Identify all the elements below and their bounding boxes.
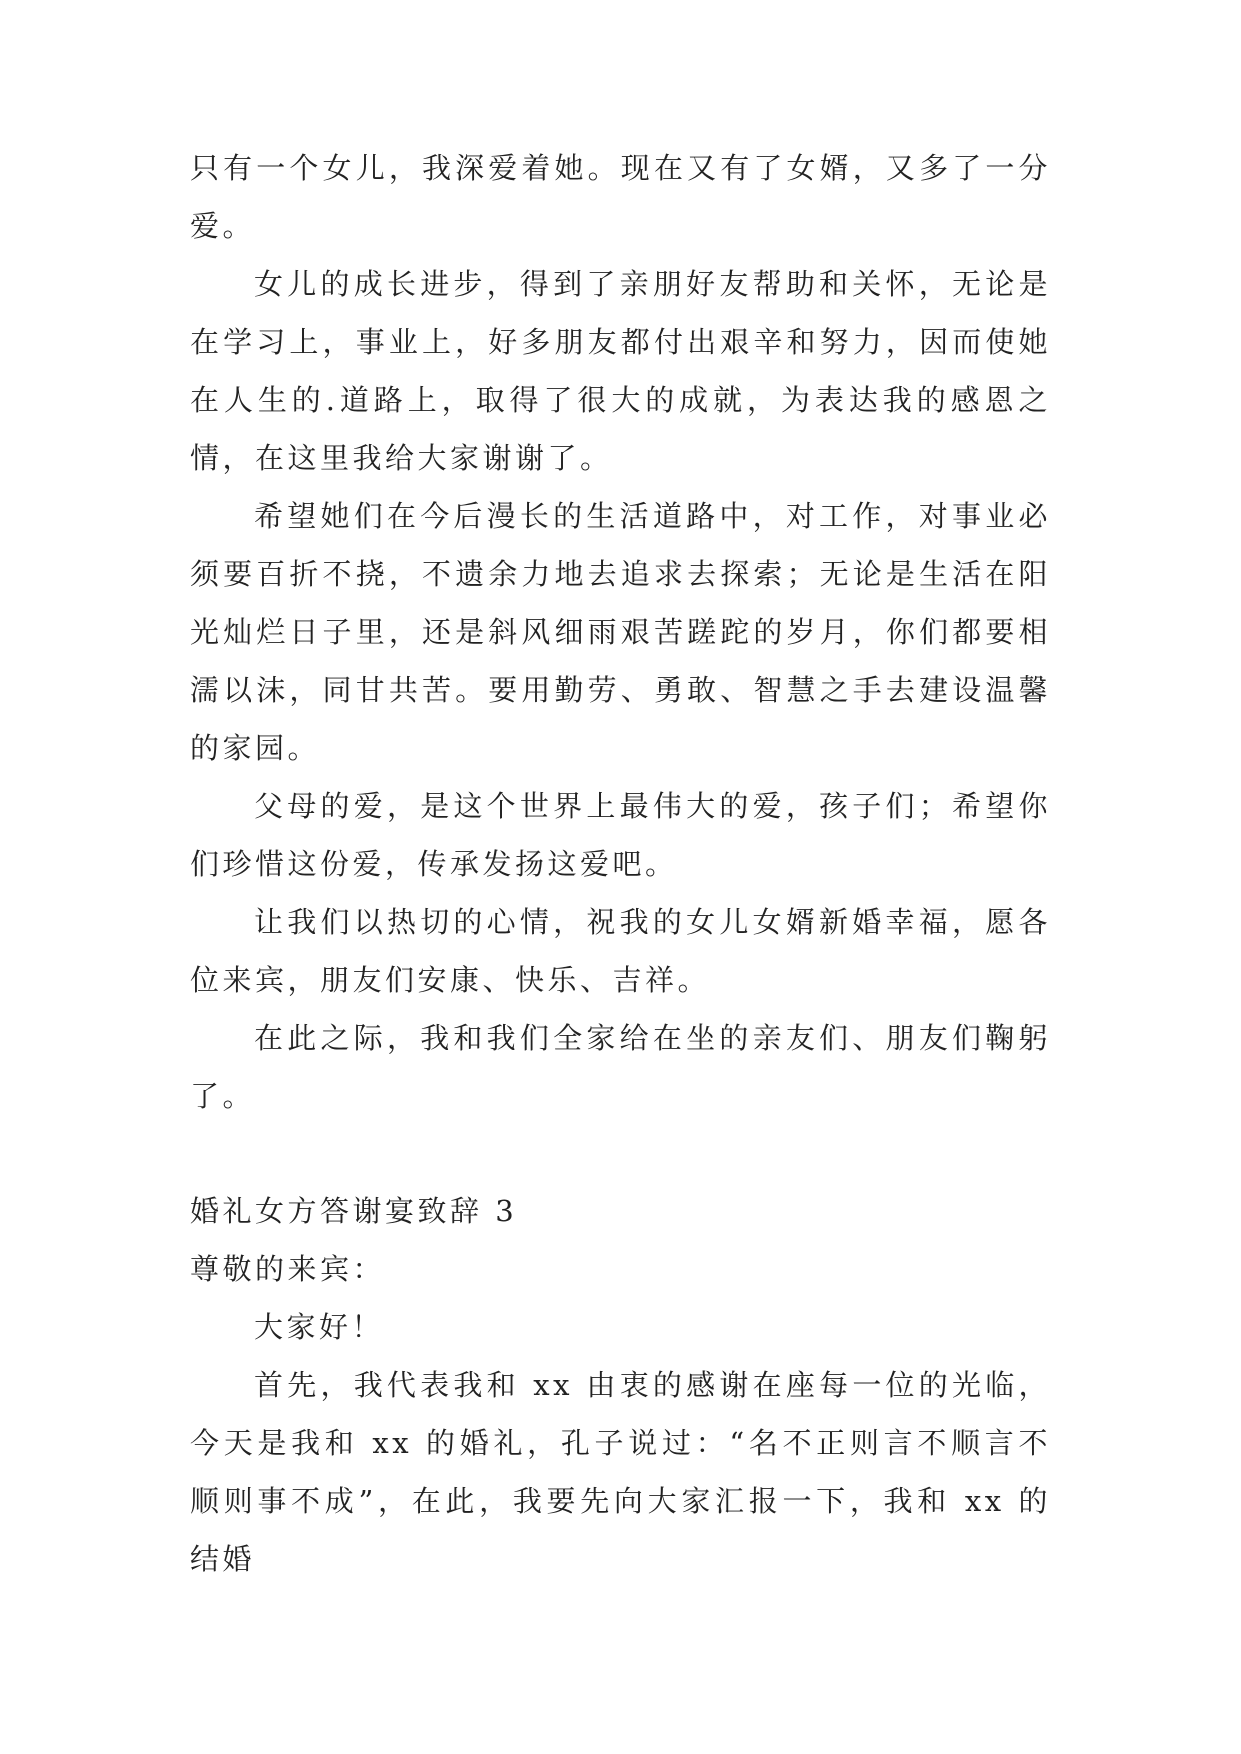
section-title: 婚礼女方答谢宴致辞 3 xyxy=(190,1194,518,1228)
salutation: 尊敬的来宾： xyxy=(190,1252,386,1286)
paragraph-wishes: 希望她们在今后漫长的生活道路中，对工作，对事业必须要百折不挠，不遗余力地去追求去探索；无论是生活在阳光灿烂日子里，还是斜风细雨艰苦蹉跎的岁月，你们都要相濡以沫，同甘共苦。要用勤劳、勇敢、智慧之手去建设温馨的家园。 xyxy=(190,499,1051,765)
final-paragraph: 首先，我代表我和 xx 由衷的感谢在座每一位的光临，今天是我和 xx 的婚礼，孔子说过：“名不正则言不顺言不顺则事不成”，在此，我要先向大家汇报一下，我和 xx 的结婚 xyxy=(190,1368,1051,1576)
paragraph-parents-love: 父母的爱，是这个世界上最伟大的爱，孩子们；希望你们珍惜这份爱，传承发扬这爱吧。 xyxy=(190,789,1051,881)
paragraph-blessing: 让我们以热切的心情，祝我的女儿女婿新婚幸福，愿各位来宾，朋友们安康、快乐、吉祥。 xyxy=(190,905,1051,997)
greeting: 大家好！ xyxy=(254,1310,385,1344)
paragraph-gratitude: 女儿的成长进步，得到了亲朋好友帮助和关怀，无论是在学习上，事业上，好多朋友都付出艰辛和努力，因而使她在人生的.道路上，取得了很大的成就，为表达我的感恩之情，在这里我给大家谢谢了。 xyxy=(190,267,1051,475)
paragraph-bow: 在此之际，我和我们全家给在坐的亲友们、朋友们鞠躬了。 xyxy=(190,1021,1051,1113)
continuation-paragraph: 只有一个女儿，我深爱着她。现在又有了女婿，又多了一分爱。 xyxy=(190,151,1051,243)
